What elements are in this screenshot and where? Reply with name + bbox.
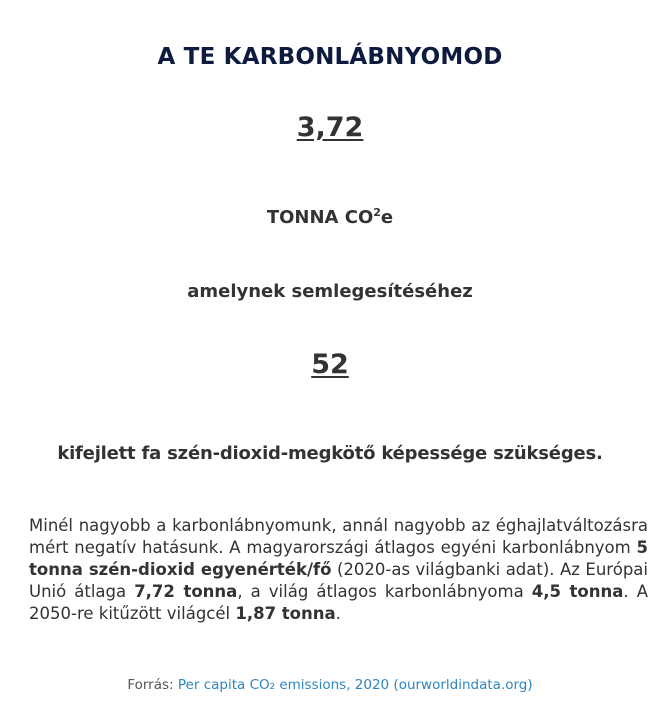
unit-main: TONNA CO <box>266 207 374 228</box>
unit-superscript: 2 <box>373 206 381 219</box>
eu-average: 7,72 tonna <box>134 582 238 601</box>
world-goal-2050: 1,87 tonna <box>235 604 336 623</box>
page-title: A TE KARBONLÁBNYOMOD <box>157 44 503 70</box>
world-average: 4,5 tonna <box>531 582 624 601</box>
footprint-unit <box>0 206 660 228</box>
hungary-average: 5 tonna szén-dioxid egyenérték/fő <box>29 538 648 579</box>
info-text-4: . A 2050-re kitűzött világcél <box>29 582 648 623</box>
trees-description: kifejlett fa szén-dioxid-megkötő képessége szükséges. <box>57 443 603 464</box>
info-text-1: Minél nagyobb a karbonlábnyomunk, annál nagyobb az éghajlatváltozásra mért negatív hatásunk. A magyarországi átlagos egyéni karbonlábnyom <box>29 516 648 557</box>
source-label: Forrás: <box>127 677 178 693</box>
info-paragraph <box>29 515 648 625</box>
neutralization-text: amelynek semlegesítéséhez <box>187 281 473 302</box>
info-text-3: , a világ átlagos karbonlábnyoma <box>237 582 532 601</box>
info-text-2: (2020-as világbanki adat). Az Európai Unió átlaga <box>29 560 648 601</box>
info-text-5: . <box>335 604 341 623</box>
footprint-value: 3,72 <box>296 112 364 143</box>
source-link[interactable]: Per capita CO₂ emissions, 2020 (ourworldindata.org) <box>177 677 533 693</box>
unit-suffix: e <box>380 207 394 228</box>
source-line <box>0 677 660 693</box>
trees-count: 52 <box>311 349 349 380</box>
